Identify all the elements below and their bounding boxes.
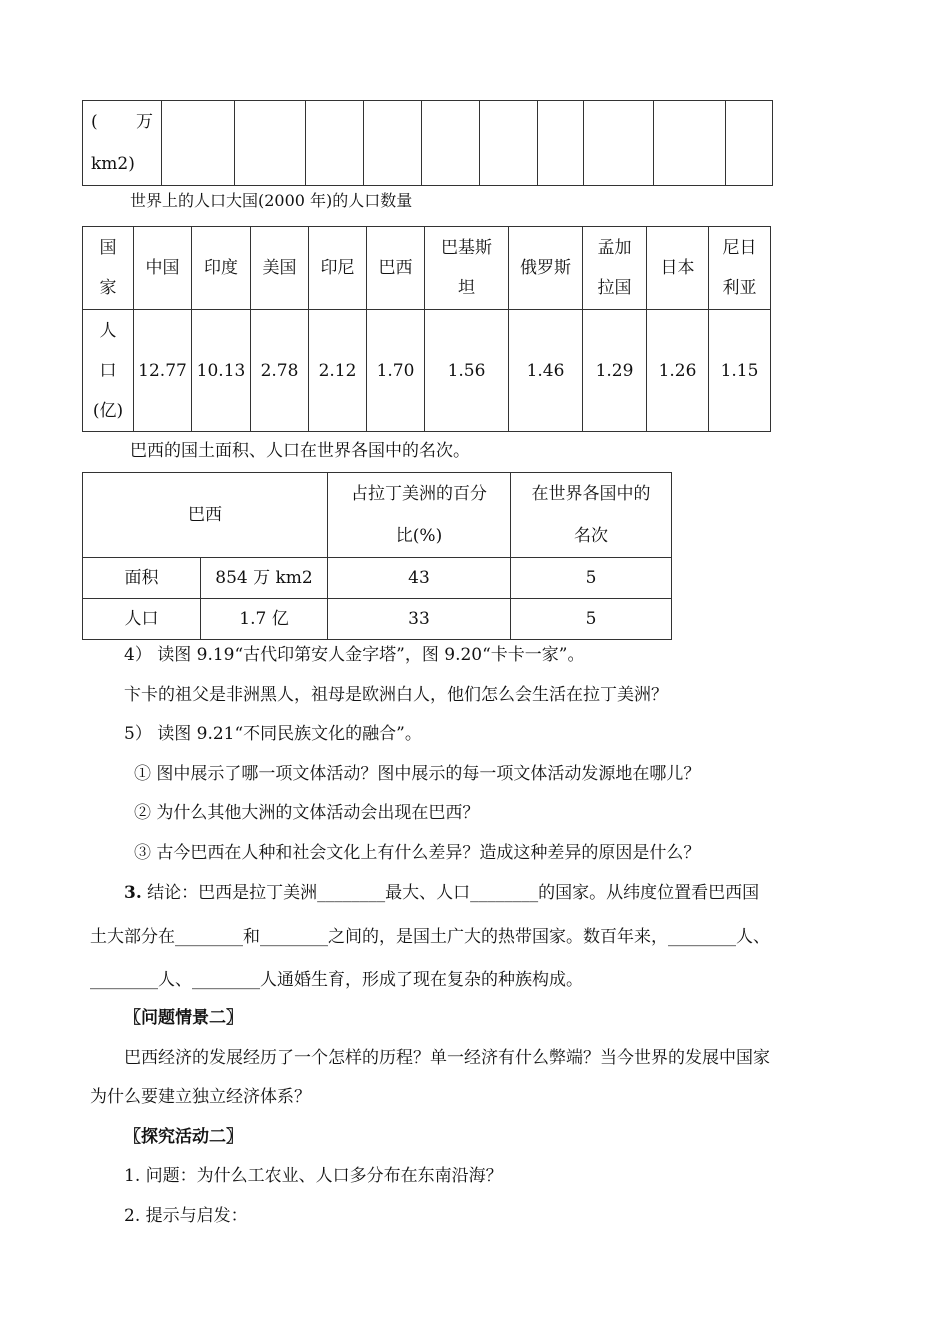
conclusion-line-3: ________人、________人通婚生育，形成了现在复杂的种族构成。: [90, 970, 583, 990]
conclusion-line-1: [124, 881, 759, 905]
country-header: 美国: [251, 227, 309, 310]
question-5-3: ③ 古今巴西在人种和社会文化上有什么差异？造成这种差异的原因是什么？: [134, 843, 701, 863]
brazil-table-caption: 巴西的国土面积、人口在世界各国中的名次。: [130, 441, 470, 461]
population-value: 10.13: [192, 310, 251, 432]
area-row-label: ( 万 km2): [83, 101, 162, 186]
country-header: 孟加 拉国: [583, 227, 647, 310]
table-row: [83, 558, 672, 599]
amount-cell: 854 万 km2: [201, 558, 328, 599]
table-row: [83, 473, 672, 558]
conclusion-line-2: 土大部分在________和________之间的，是国土广大的热带国家。数百年来，________人、: [90, 927, 770, 947]
question-5-2: ② 为什么其他大洲的文体活动会出现在巴西？: [134, 803, 480, 823]
header-label: 国 家: [83, 227, 134, 310]
table-cell: [726, 101, 773, 186]
table-cell: [538, 101, 584, 186]
table-cell: [422, 101, 480, 186]
rank-cell: 5: [511, 558, 672, 599]
scene-2-title: 〖问题情景二〗: [124, 1008, 243, 1028]
population-value: 2.12: [309, 310, 367, 432]
population-value: 1.26: [647, 310, 709, 432]
row-label: 人口: [83, 599, 201, 640]
table-cell: [584, 101, 654, 186]
table-cell: [364, 101, 422, 186]
col-rank-header: 在世界各国中的 名次: [511, 473, 672, 558]
conclusion-number: 3.: [124, 883, 142, 903]
table-cell: [235, 101, 306, 186]
col-percent-header: 占拉丁美洲的百分 比(%): [328, 473, 511, 558]
brazil-table: [82, 472, 672, 640]
percent-cell: 43: [328, 558, 511, 599]
row-label: 人 口 (亿): [83, 310, 134, 432]
conclusion-text-1: 结论：巴西是拉丁美洲________最大、人口________的国家。从纬度位置看巴西国: [147, 883, 760, 903]
population-value: 2.78: [251, 310, 309, 432]
brazil-corner: 巴西: [83, 473, 328, 558]
percent-cell: 33: [328, 599, 511, 640]
table-row: [83, 310, 771, 432]
population-value: 1.46: [509, 310, 583, 432]
question-5: 5） 读图 9.21“不同民族文化的融合”。: [124, 724, 422, 744]
country-header: 日本: [647, 227, 709, 310]
population-table-caption: 世界上的人口大国(2000 年)的人口数量: [130, 191, 413, 210]
country-header: 俄罗斯: [509, 227, 583, 310]
population-table: [82, 226, 771, 432]
country-header: 印度: [192, 227, 251, 310]
amount-cell: 1.7 亿: [201, 599, 328, 640]
activity-2-item-2: 2. 提示与启发：: [124, 1206, 248, 1226]
population-value: 1.56: [425, 310, 509, 432]
question-4: 4） 读图 9.19“古代印第安人金字塔”，图 9.20“卡卡一家”。: [124, 645, 585, 665]
table-cell: [654, 101, 726, 186]
activity-2-item-1: 1. 问题：为什么工农业、人口多分布在东南沿海？: [124, 1166, 503, 1186]
area-table: [82, 100, 773, 186]
country-header: 巴基斯 坦: [425, 227, 509, 310]
country-header: 尼日 利亚: [709, 227, 771, 310]
table-row: [83, 599, 672, 640]
scene-2-line-2: 为什么要建立独立经济体系？: [90, 1087, 311, 1107]
population-value: 1.70: [367, 310, 425, 432]
rank-cell: 5: [511, 599, 672, 640]
country-header: 印尼: [309, 227, 367, 310]
country-header: 中国: [134, 227, 192, 310]
table-cell: [162, 101, 235, 186]
table-cell: [480, 101, 538, 186]
population-value: 1.29: [583, 310, 647, 432]
question-4-text: 卞卡的祖父是非洲黑人，祖母是欧洲白人，他们怎么会生活在拉丁美洲？: [124, 685, 668, 705]
row-label: 面积: [83, 558, 201, 599]
question-5-1: ① 图中展示了哪一项文体活动？图中展示的每一项文体活动发源地在哪儿？: [134, 764, 701, 784]
activity-2-title: 〖探究活动二〗: [124, 1127, 243, 1147]
table-cell: [306, 101, 364, 186]
table-row: [83, 227, 771, 310]
population-value: 12.77: [134, 310, 192, 432]
population-value: 1.15: [709, 310, 771, 432]
scene-2-line-1: 巴西经济的发展经历了一个怎样的历程？单一经济有什么弊端？当今世界的发展中国家: [124, 1048, 770, 1068]
country-header: 巴西: [367, 227, 425, 310]
